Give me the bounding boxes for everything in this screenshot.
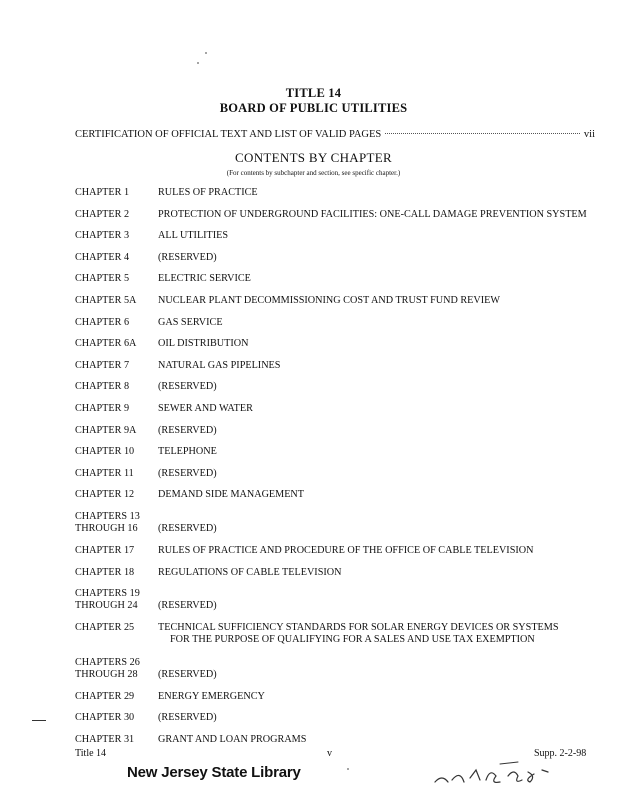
chapter-entry [75, 489, 605, 501]
chapter-number-line: CHAPTER 25 [75, 622, 135, 634]
chapter-entry [75, 381, 605, 393]
chapter-number-line: CHAPTER 6 [75, 316, 130, 328]
chapter-title [158, 338, 605, 350]
chapter-title [158, 317, 605, 329]
chapter-entry [75, 511, 605, 535]
chapter-number-line: CHAPTER 29 [75, 690, 135, 702]
chapter-entry [75, 657, 605, 681]
chapter-number-line: CHAPTER 3 [75, 230, 130, 242]
chapter-title-line: (RESERVED) [158, 424, 217, 436]
chapter-entry [75, 567, 605, 579]
margin-mark [32, 720, 46, 721]
chapter-title-line: TELEPHONE [158, 446, 217, 458]
chapter-title [158, 734, 605, 746]
chapter-number-line: CHAPTER 6A [75, 338, 137, 350]
chapter-number [75, 489, 155, 501]
chapter-entry [75, 295, 605, 307]
chapter-number [75, 381, 155, 393]
chapter-number [75, 230, 155, 242]
chapter-title [158, 446, 605, 458]
chapter-title-line: DEMAND SIDE MANAGEMENT [158, 489, 305, 501]
chapter-entry [75, 273, 605, 285]
chapter-number-line: CHAPTER 1 [75, 187, 130, 198]
chapter-entry [75, 252, 605, 264]
chapter-title-line: (RESERVED) [158, 381, 217, 393]
chapter-title-line: OIL DISTRIBUTION [158, 338, 249, 350]
chapter-title [158, 545, 605, 557]
chapter-entry [75, 209, 605, 221]
chapter-title-line: RULES OF PRACTICE [158, 187, 258, 198]
chapter-title [158, 511, 605, 535]
chapter-number [75, 622, 155, 634]
chapter-number-line: CHAPTER 8 [75, 381, 130, 393]
chapter-entry [75, 360, 605, 372]
chapter-title-line: ALL UTILITIES [158, 230, 229, 242]
chapter-number [75, 295, 155, 307]
chapter-number-line: CHAPTER 12 [75, 489, 135, 501]
chapter-number-line: CHAPTERS 13 [75, 511, 140, 522]
chapter-number-line: CHAPTER 5A [75, 295, 137, 306]
chapter-title [158, 691, 605, 703]
chapter-entry [75, 338, 605, 350]
chapter-title [158, 360, 605, 372]
chapter-entry [75, 622, 605, 646]
chapter-entry [75, 403, 605, 415]
chapter-title-line: (RESERVED) [158, 712, 217, 724]
chapter-entry [75, 446, 605, 458]
chapter-number-line: CHAPTER 9A [75, 424, 137, 436]
chapter-entry [75, 545, 605, 557]
chapter-entry [75, 734, 605, 746]
chapter-number-line: CHAPTERS 19 [75, 588, 140, 600]
chapter-number [75, 403, 155, 415]
chapter-title-line: TECHNICAL SUFFICIENCY STANDARDS FOR SOLAR ENERGY DEVICES OR SYSTEMS [158, 622, 559, 634]
chapter-title-line: NATURAL GAS PIPELINES [158, 359, 281, 371]
chapter-entry [75, 712, 605, 724]
chapter-number-line: THROUGH 28 [75, 668, 138, 680]
chapter-number [75, 209, 155, 221]
chapter-number [75, 360, 155, 372]
contents-heading: CONTENTS BY CHAPTER [235, 150, 392, 165]
chapter-number-line: CHAPTER 30 [75, 712, 135, 724]
chapter-entry [75, 230, 605, 242]
chapter-number [75, 446, 155, 458]
chapter-number [75, 273, 155, 285]
chapter-title [158, 381, 605, 393]
chapter-title-line: NUCLEAR PLANT DECOMMISSIONING COST AND TRUST FUND REVIEW [158, 295, 500, 306]
chapter-title-line: (RESERVED) [158, 467, 217, 479]
chapter-number-line: THROUGH 24 [75, 600, 138, 612]
chapter-title-line: ELECTRIC SERVICE [158, 273, 251, 285]
title-block [0, 86, 627, 116]
chapter-title-line: (RESERVED) [158, 668, 217, 680]
chapter-title [158, 622, 605, 646]
chapter-number [75, 468, 155, 480]
chapter-title [158, 657, 605, 681]
chapter-title-line: ENERGY EMERGENCY [158, 690, 265, 702]
chapter-title [158, 209, 605, 221]
title-name: BOARD OF PUBLIC UTILITIES [219, 101, 408, 115]
footer-supplement-date: Supp. 2-2-98 [534, 748, 587, 759]
footer-title: Title 14 [75, 748, 107, 759]
chapter-number-line: CHAPTER 18 [75, 566, 135, 578]
chapter-title [158, 567, 605, 579]
footer-page-number: v [327, 748, 332, 759]
chapter-title-line: FOR THE PURPOSE OF QUALIFYING FOR A SALES AND USE TAX EXEMPTION [170, 634, 535, 646]
chapter-title [158, 425, 605, 437]
chapter-number [75, 187, 155, 199]
chapter-number [75, 657, 155, 681]
scan-speck [197, 62, 199, 64]
library-stamp: New Jersey State Library [127, 764, 301, 781]
chapter-number [75, 588, 155, 612]
chapter-number-line: CHAPTER 5 [75, 273, 130, 285]
chapter-number [75, 545, 155, 557]
chapter-title [158, 468, 605, 480]
chapter-title-line: SEWER AND WATER [158, 403, 253, 414]
chapter-number [75, 511, 155, 535]
chapter-title-line: (RESERVED) [158, 251, 217, 263]
chapter-title [158, 273, 605, 285]
certification-label: CERTIFICATION OF OFFICIAL TEXT AND LIST OF VALID PAGES [75, 129, 382, 140]
chapter-title-line: (RESERVED) [158, 600, 217, 612]
chapter-title [158, 712, 605, 724]
chapter-title [158, 403, 605, 415]
chapter-number-line: CHAPTERS 26 [75, 656, 140, 668]
title-number: TITLE 14 [285, 86, 342, 100]
chapter-number [75, 712, 155, 724]
chapter-number [75, 252, 155, 264]
chapter-number-line: CHAPTER 17 [75, 545, 135, 557]
chapter-number [75, 691, 155, 703]
chapter-title [158, 588, 605, 612]
chapter-number-line: THROUGH 16 [75, 523, 138, 534]
chapter-entry [75, 317, 605, 329]
chapter-entry [75, 468, 605, 480]
scan-speck [347, 768, 349, 770]
chapter-entry [75, 187, 605, 199]
chapter-title [158, 252, 605, 264]
chapter-entry [75, 588, 605, 612]
chapter-number-line: CHAPTER 11 [75, 467, 134, 479]
chapter-title [158, 187, 605, 199]
chapter-title-line: PROTECTION OF UNDERGROUND FACILITIES: ONE-CALL DAMAGE PREVENTION SYSTEM [158, 208, 587, 220]
chapter-number-line: CHAPTER 7 [75, 359, 130, 371]
chapter-number-line: CHAPTER 9 [75, 403, 130, 414]
dot-leader [385, 133, 580, 134]
chapter-number-line: CHAPTER 2 [75, 208, 130, 220]
chapter-title-line: GRANT AND LOAN PROGRAMS [158, 733, 307, 745]
chapter-title-line: (RESERVED) [158, 523, 217, 534]
chapter-entry [75, 691, 605, 703]
chapter-title [158, 230, 605, 242]
chapter-number [75, 567, 155, 579]
chapter-title-line: RULES OF PRACTICE AND PROCEDURE OF THE OFFICE OF CABLE TELEVISION [158, 545, 534, 557]
chapter-number-line: CHAPTER 4 [75, 251, 130, 263]
chapter-number [75, 317, 155, 329]
certification-page-number: vii [583, 129, 595, 140]
certification-entry [75, 129, 595, 140]
chapter-entry [75, 425, 605, 437]
scan-speck [205, 52, 207, 54]
chapter-title [158, 295, 605, 307]
contents-note: (For contents by subchapter and section, see specific chapter.) [226, 169, 401, 177]
chapter-title [158, 489, 605, 501]
chapter-title-line: GAS SERVICE [158, 316, 223, 328]
chapter-number [75, 734, 155, 746]
chapter-number [75, 425, 155, 437]
handwritten-mark-icon [430, 760, 560, 790]
chapter-title-line: REGULATIONS OF CABLE TELEVISION [158, 566, 342, 578]
chapter-number-line: CHAPTER 10 [75, 446, 135, 458]
chapter-number-line: CHAPTER 31 [75, 733, 135, 745]
chapter-number [75, 338, 155, 350]
